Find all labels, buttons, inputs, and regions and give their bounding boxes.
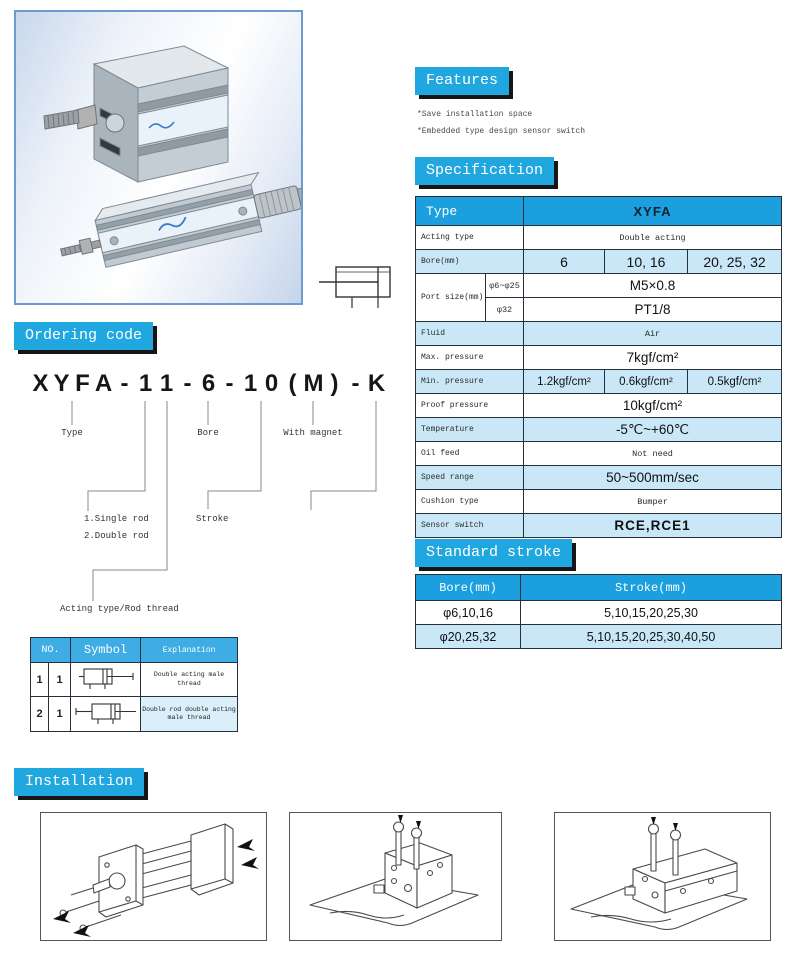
double-rod-cylinder-icon xyxy=(74,698,138,726)
stroke-row xyxy=(416,625,782,649)
installation-header: Installation xyxy=(14,768,144,796)
symbol-row-2 xyxy=(31,697,238,732)
label-acting-type: Acting type/Rod thread xyxy=(60,604,179,614)
ordering-code-char: - xyxy=(225,370,234,397)
symbol-no1: 2 xyxy=(31,697,49,732)
spec-sensor-label: Sensor switch xyxy=(416,514,524,538)
spec-bore-value: 10, 16 xyxy=(605,250,688,274)
double-rod-symbol xyxy=(71,697,141,732)
stroke-header-row xyxy=(416,575,782,601)
spec-maxp-value: 7kgf/cm² xyxy=(524,346,782,370)
spec-port-val1: M5×0.8 xyxy=(524,274,782,298)
single-rod-symbol xyxy=(71,663,141,697)
top-bolt-mounting-flat-art xyxy=(555,813,770,938)
spec-row-cushion xyxy=(416,490,782,514)
explanation-line: male thread xyxy=(167,714,211,721)
feature-item: *Embedded type design sensor switch xyxy=(417,127,586,136)
ordering-code-char: 1 xyxy=(243,370,258,397)
spec-acting-label: Acting type xyxy=(416,226,524,250)
label-double-rod: 2.Double rod xyxy=(84,531,149,541)
spec-bore-label: Bore(mm) xyxy=(416,250,524,274)
spec-cushion-label: Cushion type xyxy=(416,490,524,514)
installation-figure-2 xyxy=(289,812,502,941)
spec-port-sub1: φ6~φ25 xyxy=(486,274,524,298)
cylinder-schematic-icon xyxy=(316,258,400,316)
symbol-no2: 1 xyxy=(49,663,71,697)
symbol-no2: 1 xyxy=(49,697,71,732)
spec-row-sensor xyxy=(416,514,782,538)
ordering-code-char: - xyxy=(351,370,360,397)
label-bore: Bore xyxy=(197,428,219,438)
pneumatic-cylinders-photo-art xyxy=(16,12,301,303)
spec-minp-value: 1.2kgf/cm² xyxy=(524,370,605,394)
spec-speed-value: 50~500mm/sec xyxy=(524,466,782,490)
spec-port-val2: PT1/8 xyxy=(524,298,782,322)
stroke-stroke-value: 5,10,15,20,25,30 xyxy=(521,601,782,625)
ordering-code-char: A xyxy=(94,370,113,397)
spec-row-speed xyxy=(416,466,782,490)
ordering-code-char: F xyxy=(75,370,90,397)
features-header: Features xyxy=(415,67,509,95)
spec-minp-value: 0.6kgf/cm² xyxy=(605,370,688,394)
ordering-code-char: - xyxy=(120,370,129,397)
ordering-code xyxy=(30,370,387,398)
standard-stroke-header: Standard stroke xyxy=(415,539,572,567)
spec-fluid-value: Air xyxy=(524,322,782,346)
symbol-explanation: Double acting male thread xyxy=(141,663,238,697)
spec-row-max-pressure xyxy=(416,346,782,370)
ordering-code-char: 1 xyxy=(159,370,174,397)
explanation-line: Double rod double acting xyxy=(142,705,236,713)
symbol-row-1 xyxy=(31,663,238,697)
symbol-table xyxy=(30,637,238,732)
spec-port-sub2: φ32 xyxy=(486,298,524,322)
spec-oil-value: Not need xyxy=(524,442,782,466)
label-type: Type xyxy=(61,428,83,438)
spec-temp-value: -5℃~+60℃ xyxy=(524,418,782,442)
symbol-header-row xyxy=(31,638,238,663)
product-photo xyxy=(14,10,303,305)
features-list xyxy=(417,106,585,140)
spec-sensor-value: RCE,RCE1 xyxy=(524,514,782,538)
installation-figure-1 xyxy=(40,812,267,941)
stroke-bore-value: φ6,10,16 xyxy=(416,601,521,625)
spec-proof-label: Proof pressure xyxy=(416,394,524,418)
symbol-col-explanation: Explanation xyxy=(141,638,238,663)
spec-bore-value: 6 xyxy=(524,250,605,274)
spec-row-port-1 xyxy=(416,274,782,298)
symbol-explanation xyxy=(141,697,238,732)
through-bolt-mounting-art xyxy=(41,813,266,938)
spec-port-label: Port size(mm) xyxy=(416,274,486,322)
stroke-col-stroke: Stroke(mm) xyxy=(521,575,782,601)
spec-fluid-label: Fluid xyxy=(416,322,524,346)
ordering-code-char: 6 xyxy=(201,370,216,397)
label-with-magnet: With magnet xyxy=(283,428,343,438)
spec-cushion-value: Bumper xyxy=(524,490,782,514)
specification-header: Specification xyxy=(415,157,554,185)
spec-minp-label: Min. pressure xyxy=(416,370,524,394)
spec-row-oil xyxy=(416,442,782,466)
ordering-code-char: Y xyxy=(53,370,70,397)
ordering-code-char: X xyxy=(32,370,49,397)
spec-row-temperature xyxy=(416,418,782,442)
ordering-code-char: - xyxy=(183,370,192,397)
symbol-no1: 1 xyxy=(31,663,49,697)
spec-row-acting xyxy=(416,226,782,250)
spec-row-bore xyxy=(416,250,782,274)
stroke-row xyxy=(416,601,782,625)
spec-acting-value: Double acting xyxy=(524,226,782,250)
ordering-code-char: 0 xyxy=(264,370,279,397)
spec-bore-value: 20, 25, 32 xyxy=(688,250,782,274)
label-single-rod: 1.Single rod xyxy=(84,514,149,524)
spec-type-value: XYFA xyxy=(524,197,782,226)
ordering-code-char: ) xyxy=(330,370,339,397)
standard-stroke-table xyxy=(415,574,782,649)
stroke-bore-value: φ20,25,32 xyxy=(416,625,521,649)
top-bolt-mounting-art xyxy=(290,813,501,938)
spec-proof-value: 10kgf/cm² xyxy=(524,394,782,418)
spec-minp-value: 0.5kgf/cm² xyxy=(688,370,782,394)
spec-maxp-label: Max. pressure xyxy=(416,346,524,370)
spec-oil-label: Oil feed xyxy=(416,442,524,466)
stroke-col-bore: Bore(mm) xyxy=(416,575,521,601)
spec-type-label: Type xyxy=(416,197,524,226)
symbol-col-no: NO. xyxy=(31,638,71,663)
installation-figure-3 xyxy=(554,812,771,941)
ordering-code-char: M xyxy=(303,370,324,397)
spec-row-proof xyxy=(416,394,782,418)
spec-row-type xyxy=(416,197,782,226)
spec-row-min-pressure xyxy=(416,370,782,394)
ordering-code-char: 1 xyxy=(138,370,153,397)
single-rod-cylinder-icon xyxy=(74,663,138,691)
specification-table xyxy=(415,196,782,538)
stroke-stroke-value: 5,10,15,20,25,30,40,50 xyxy=(521,625,782,649)
spec-row-fluid xyxy=(416,322,782,346)
feature-item: *Save installation space xyxy=(417,110,533,119)
ordering-code-header: Ordering code xyxy=(14,322,153,350)
ordering-code-char: ( xyxy=(288,370,297,397)
ordering-code-char: K xyxy=(367,370,386,397)
label-stroke: Stroke xyxy=(196,514,229,524)
symbol-col-symbol: Symbol xyxy=(71,638,141,663)
spec-speed-label: Speed range xyxy=(416,466,524,490)
spec-temp-label: Temperature xyxy=(416,418,524,442)
